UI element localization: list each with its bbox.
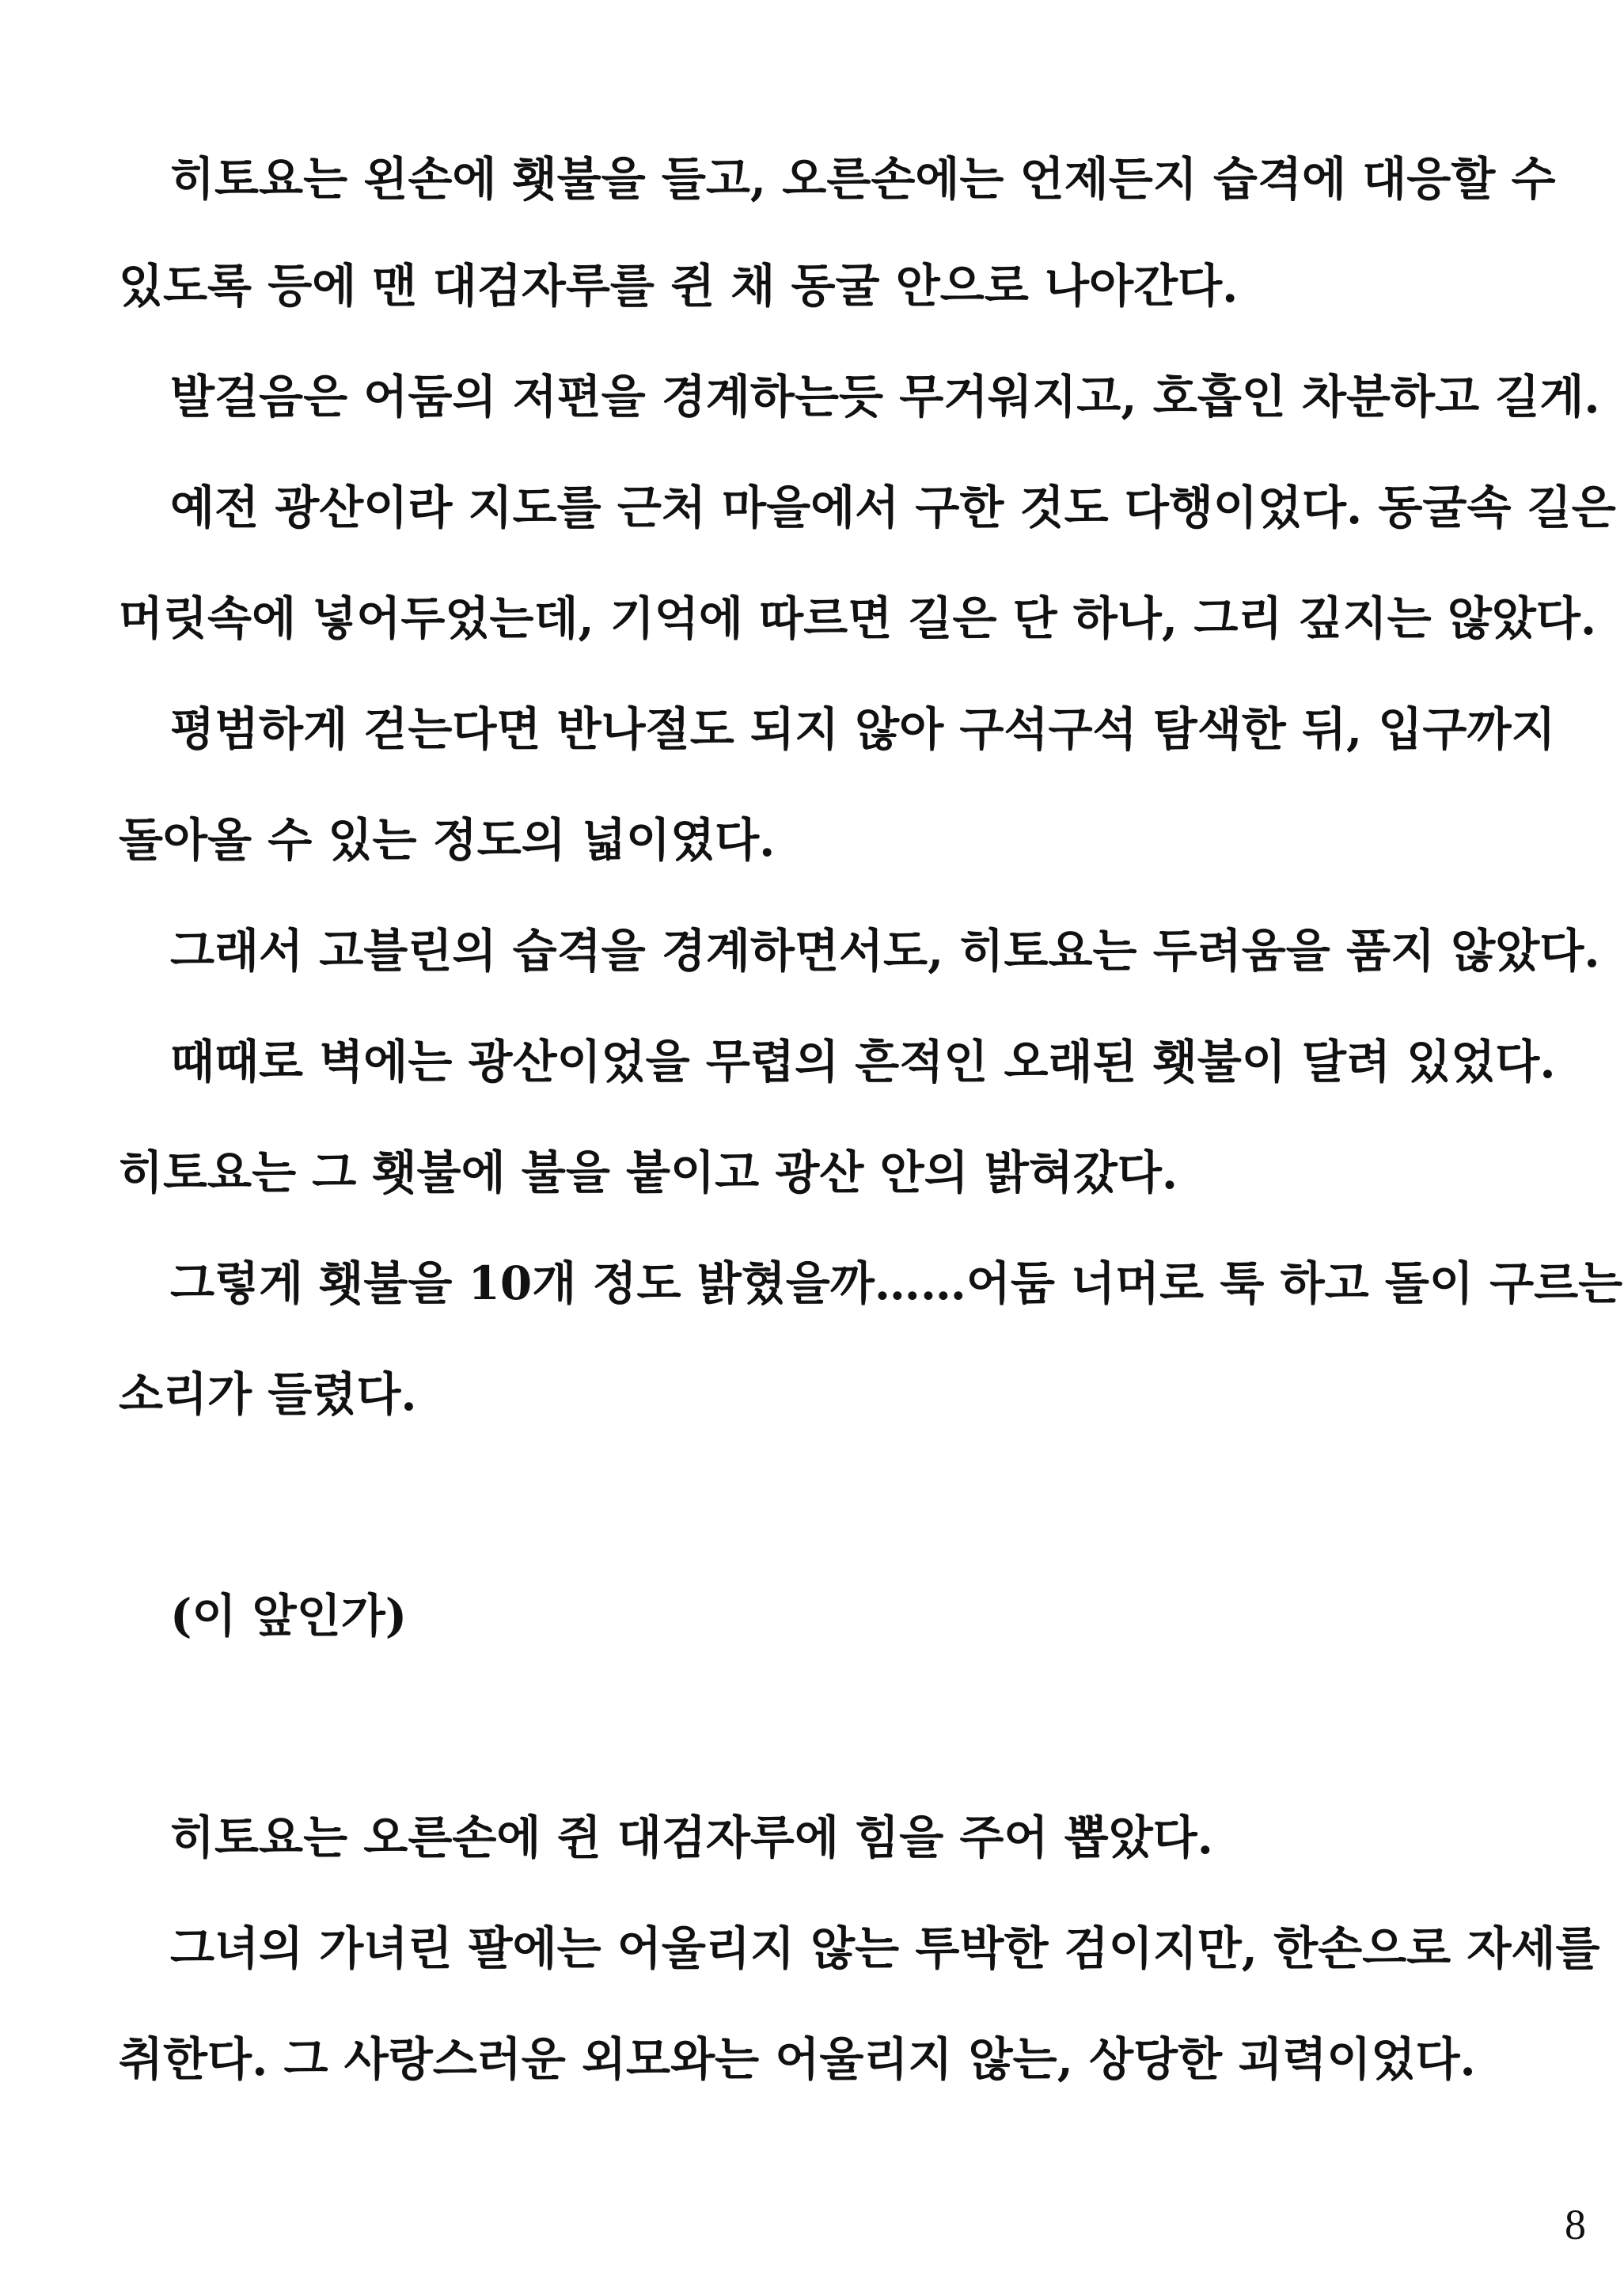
text-line-8: 그래서 고블린의 습격을 경계하면서도, 히토요는 두려움을 품지 않았다. [170, 924, 1600, 978]
inner-thought-line: (이 앞인가) [170, 1589, 408, 1643]
text-line-12: 소리가 들렸다. [119, 1367, 417, 1421]
text-line-4: 예전 광산이라 지도를 근처 마을에서 구한 것도 다행이었다. 동굴속 길은 [170, 481, 1616, 534]
text-line-5: 머릿속에 넣어두었는데, 기억에 따르면 길은 단 하나, 그리 깊지는 않았다. [119, 591, 1597, 645]
text-line-10: 히토요는 그 횃불에 불을 붙이고 광산 안의 밝혀갔다. [119, 1146, 1178, 1199]
text-line-13: 히토요는 오른손에 쥔 대검자루에 힘을 주어 뽑았다. [170, 1811, 1213, 1864]
text-line-11: 그렇게 횃불을 10개 정도 밝혔을까……어둠 너머로 툭 하고 돌이 구르는 [170, 1256, 1623, 1310]
text-line-14: 그녀의 가녀린 팔에는 어울리지 않는 투박한 검이지만, 한손으로 자세를 [170, 1921, 1600, 1975]
text-line-2: 있도록 등에 맨 대검자루를 쥔 채 동굴 안으로 나아간다. [119, 259, 1239, 313]
text-line-6: 평범하게 걷는다면 반나절도 되지 않아 구석구석 탐색한 뒤, 입구까지 [170, 702, 1556, 756]
page-number: 8 [1565, 2201, 1586, 2248]
text-line-7: 돌아올 수 있는 정도의 넓이였다. [119, 813, 776, 867]
text-line-3: 발걸음은 어둠의 저편을 경계하는듯 무거워지고, 호흡인 차분하고 길게. [170, 370, 1600, 424]
text-line-1: 히토요는 왼손에 횃불을 들고, 오른손에는 언제든지 습격에 대응할 수 [170, 152, 1556, 206]
text-line-9: 때때로 벽에는 광산이었을 무렵의 흔적인 오래된 횃불이 달려 있었다. [170, 1035, 1556, 1089]
text-line-15: 취한다. 그 사랑스러운 외모와는 어울리지 않는, 상당한 괴력이었다. [119, 2032, 1476, 2086]
